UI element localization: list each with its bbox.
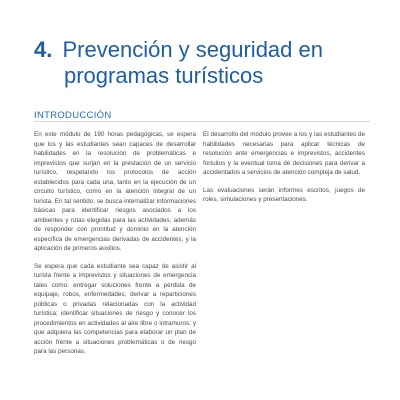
section-heading: INTRODUCCIÓN: [34, 110, 112, 121]
paragraph: El desarrollo del módulo provee a los y las estudiantes de habilidades necesarias para aplicar técnicas de resolución ante emergencias e imprevistos, accidentes fortuitos y la eventual toma de decisiones para derivar a accidentados a servicios de atención compleja de salud.: [203, 131, 365, 176]
chapter-title-line1: Prevención y seguridad en: [62, 37, 323, 62]
chapter-title: [34, 37, 374, 89]
paragraph: En este módulo de 190 horas pedagógicas, se espera que los y las estudiantes sean capaces de desarrollar habilidades en la resolución de problemáticas e imprevistos que surjan en la prestación de un servicio turístico, respetando los protocolos de acción establecidos para cada una, tanto en la ejecución de un circuito turístico, como en la atención integral de un turista. En tal sentido, se busca internalizar informaciones básicas para identificar riesgos asociados a los ambientes y rutas elegidas para las actividades, además de responder con prontitud y dominio en la atención específica de emergencias derivadas de accidentes, y la aplicación de primeros auxilios.: [34, 131, 196, 252]
paragraph: Las evaluaciones serán informes escritos, juegos de roles, simulaciones y presentaciones.: [203, 186, 365, 203]
section-divider: [34, 121, 370, 122]
chapter-number: 4.: [34, 37, 53, 62]
body-column-right: [203, 130, 365, 213]
chapter-title-line2: programas turísticos: [64, 63, 264, 88]
body-column-left: [34, 130, 196, 365]
paragraph: Se espera que cada estudiante sea capaz de asistir al turista frente a imprevistos y situaciones de emergencia tales como: entregar soluciones frente a pérdida de equipaje, robos, enfermedades; derivar a reparticiones públicas o privadas relacionadas con la actividad turística; identificar situaciones de riesgo y conocer los procedimientos en actividades al aire libre o intramuros; y que adquiera las competencias para elaborar un plan de acción frente a situaciones problemáticas o de riesgo para las personas.: [34, 262, 196, 355]
